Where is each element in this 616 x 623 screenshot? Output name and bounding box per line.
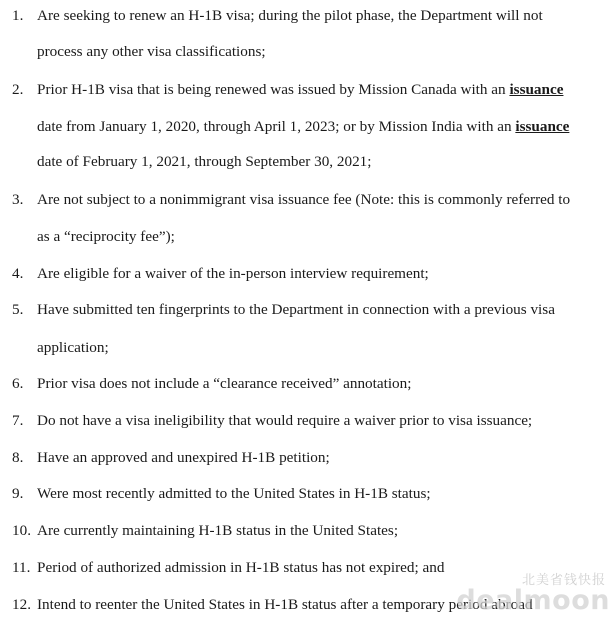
list-item-text [37,152,371,172]
watermark-chinese-text: 北美省钱快报 [521,573,606,588]
underlined-term: issuance [509,81,564,98]
list-item-number: 2. [12,81,24,98]
text-segment: Intend to reenter the United States in H-1B status after a temporary period abroad [37,596,533,613]
text-segment: date of February 1, 2021, through September 30, 2021; [37,153,372,170]
list-item-number: 5. [12,301,24,318]
text-segment: as a “reciprocity fee”); [37,228,175,245]
text-segment: date from January 1, 2020, through April 1, 2023; or by Mission India with an [37,118,516,135]
list-item-text [37,190,570,210]
text-segment: Are currently maintaining H-1B status in the United States; [37,522,399,539]
list-item-number: 7. [12,412,24,429]
list-item-number: 8. [12,449,24,466]
text-segment: Period of authorized admission in H-1B status has not expired; and [37,559,445,576]
list-item-text [37,521,398,541]
list-item-text [37,42,266,62]
text-segment: process any other visa classifications; [37,43,266,60]
list-item-number: 9. [12,485,24,502]
list-item-text [37,558,444,578]
text-segment: Are eligible for a waiver of the in-person interview requirement; [37,265,429,282]
list-item-text [37,117,569,137]
underlined-term: issuance [515,118,570,135]
list-item-text [37,6,543,26]
list-item-number: 1. [12,7,24,24]
list-item-number: 12. [12,596,31,613]
text-segment: Do not have a visa ineligibility that would require a waiver prior to visa issuance; [37,412,533,429]
list-item-number: 10. [12,522,31,539]
list-item-text [37,484,431,504]
text-segment: Are not subject to a nonimmigrant visa issuance fee (Note: this is commonly referred to [37,191,571,208]
list-item-text [37,448,330,468]
list-item-number: 6. [12,375,24,392]
list-item-text [37,338,109,358]
text-segment: Were most recently admitted to the United States in H-1B status; [37,485,431,502]
watermark-logo: dealmoon [456,585,610,616]
text-segment: Prior H-1B visa that is being renewed was issued by Mission Canada with an [37,81,510,98]
text-segment: Have submitted ten fingerprints to the Department in connection with a previous visa [37,301,555,318]
text-segment: Prior visa does not include a “clearance received” annotation; [37,375,412,392]
list-item-number: 3. [12,191,24,208]
list-item-text [37,227,175,247]
list-item-text [37,80,563,100]
list-item-text [37,300,555,320]
list-item-text [37,374,411,394]
list-item-number: 4. [12,265,24,282]
list-item-number: 11. [12,559,31,576]
text-segment: Have an approved and unexpired H-1B petition; [37,449,330,466]
text-segment: Are seeking to renew an H-1B visa; during the pilot phase, the Department will not [37,7,543,24]
list-item-text [37,264,429,284]
list-item-text [37,411,532,431]
text-segment: application; [37,339,109,356]
list-item-text [37,595,533,615]
